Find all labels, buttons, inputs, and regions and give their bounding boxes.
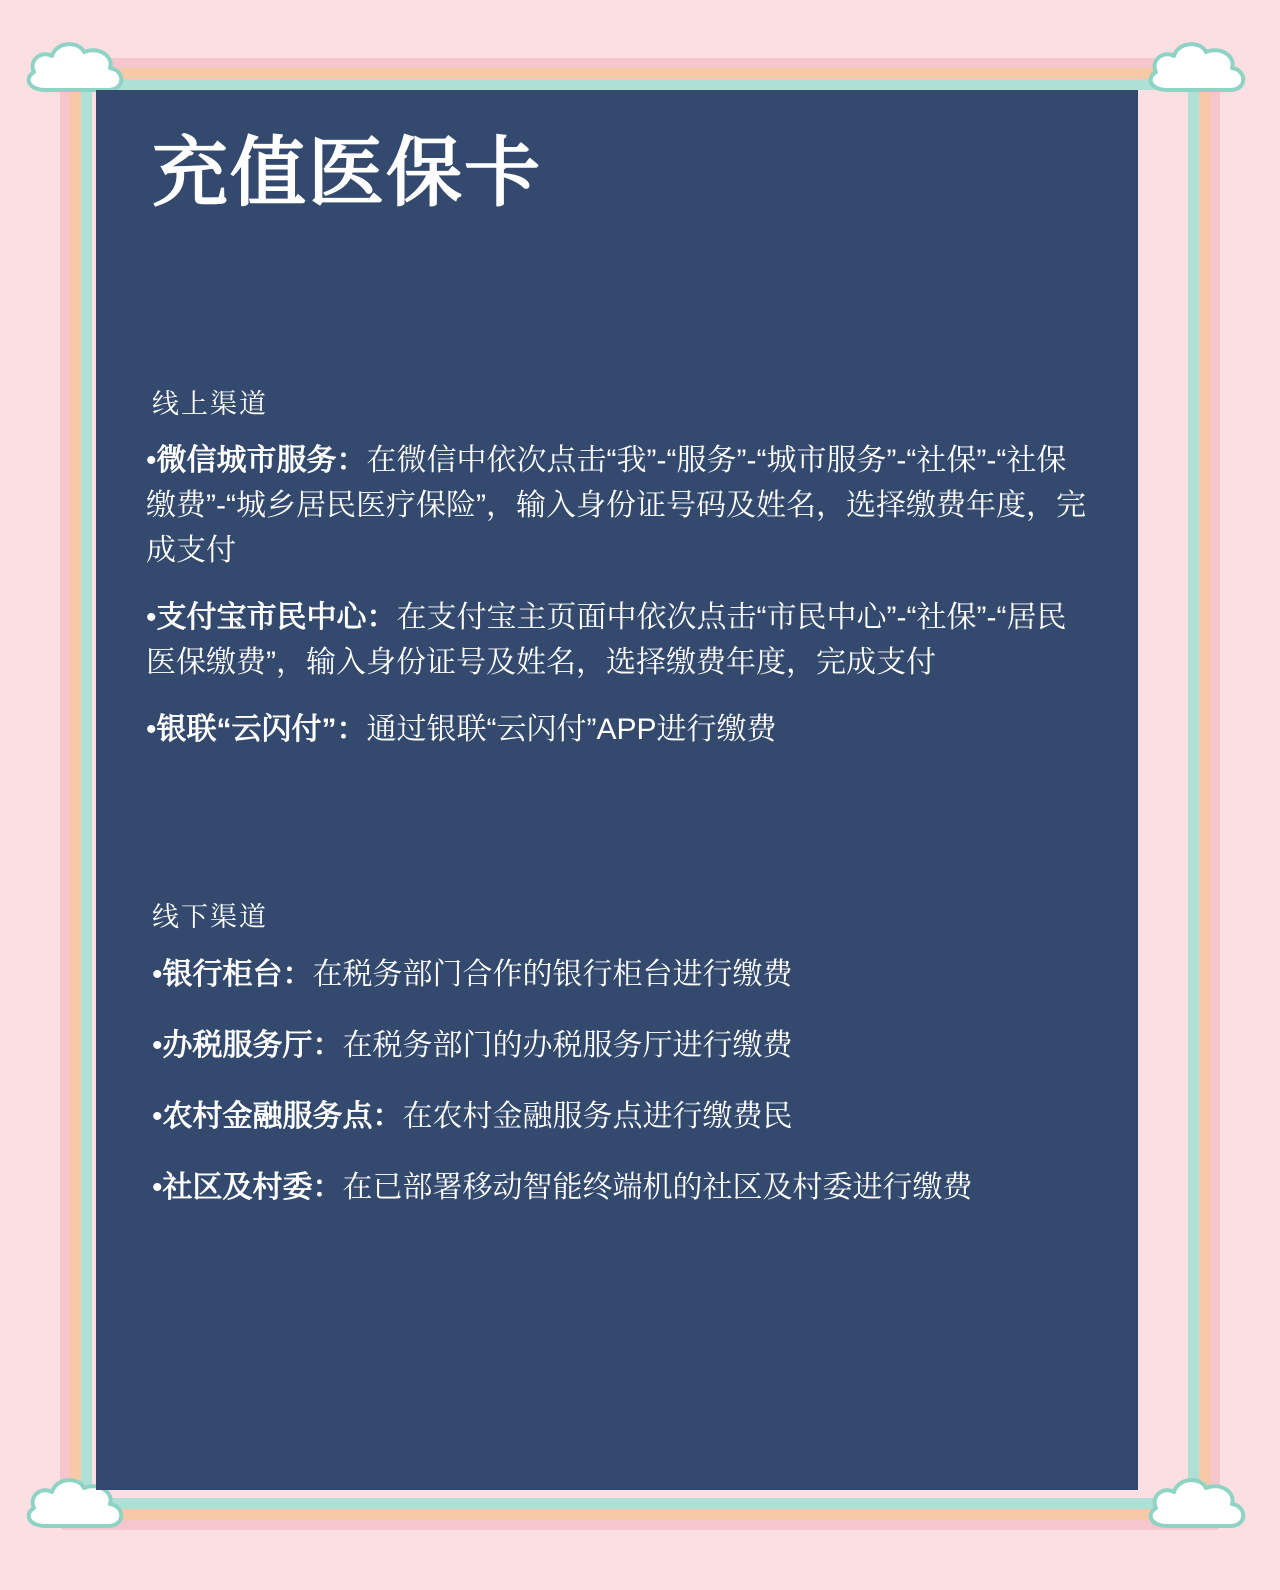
- frame-stripe-pink-left: [60, 58, 70, 1530]
- section-heading-offline: 线下渠道: [152, 902, 268, 932]
- frame-stripe-green-bottom: [72, 1498, 1212, 1509]
- list-item-label: 微信城市服务：: [156, 444, 367, 477]
- list-item: [146, 1094, 1096, 1139]
- cloud-icon: [1140, 1470, 1260, 1540]
- frame-stripe-orange-bottom: [66, 1509, 1216, 1520]
- cloud-icon: [1140, 34, 1260, 104]
- list-item-label: 社区及村委：: [162, 1171, 343, 1204]
- list-item: [146, 1165, 1096, 1210]
- list-item-text: 在税务部门合作的银行柜台进行缴费: [312, 958, 793, 991]
- list-bullet: •: [152, 1029, 163, 1062]
- page-title: 充值医保卡: [152, 131, 542, 216]
- frame-stripe-orange-right: [1199, 68, 1210, 1520]
- list-item-label: 支付宝市民中心：: [156, 601, 397, 634]
- list-item: [146, 952, 1096, 997]
- frame-stripe-green-top: [72, 79, 1212, 90]
- list-bullet: •: [152, 1171, 163, 1204]
- list-item-text: 在农村金融服务点进行缴费民: [402, 1100, 793, 1133]
- poster-card: [96, 90, 1138, 1490]
- frame-stripe-pink-top: [60, 58, 1220, 68]
- frame-stripe-pink-right: [1210, 58, 1220, 1530]
- list-item-text: 在支付宝主页面中依次点击“市民中心”-“社保”-“居民医保缴费”，输入身份证号及姓名，选择缴费年度，完成支付: [146, 601, 1067, 679]
- frame-stripe-green-right: [1188, 79, 1199, 1509]
- list-bullet: •: [152, 958, 163, 991]
- list-item-text: 在税务部门的办税服务厅进行缴费: [342, 1029, 793, 1062]
- list-bullet: •: [152, 1100, 163, 1133]
- list-item: [146, 438, 1096, 573]
- list-item: [146, 1023, 1096, 1068]
- list-item-text: 在已部署移动智能终端机的社区及村委进行缴费: [342, 1171, 973, 1204]
- frame-stripe-orange-left: [70, 68, 81, 1520]
- list-bullet: •: [146, 444, 157, 477]
- frame-stripe-green-left: [81, 79, 92, 1509]
- list-item-text: 在微信中依次点击“我”-“服务”-“城市服务”-“社保”-“社保缴费”-“城乡居民医疗保险”，输入身份证号码及姓名，选择缴费年度，完成支付: [146, 444, 1086, 567]
- list-item-label: 农村金融服务点：: [162, 1100, 403, 1133]
- frame-stripe-orange-top: [66, 68, 1216, 79]
- list-item-label: 银行柜台：: [162, 958, 313, 991]
- list-item-text: 通过银联“云闪付”APP进行缴费: [366, 713, 777, 746]
- list-item: [146, 595, 1096, 685]
- section-heading-online: 线上渠道: [152, 389, 268, 419]
- list-bullet: •: [146, 601, 157, 634]
- list-bullet: •: [146, 713, 157, 746]
- list-item: [146, 707, 1096, 752]
- list-item-label: 办税服务厅：: [162, 1029, 343, 1062]
- section-offline-items: [146, 952, 1096, 1236]
- section-online-items: [146, 438, 1096, 774]
- list-item-label: 银联“云闪付”：: [156, 713, 367, 746]
- frame-stripe-pink-bottom: [60, 1520, 1220, 1530]
